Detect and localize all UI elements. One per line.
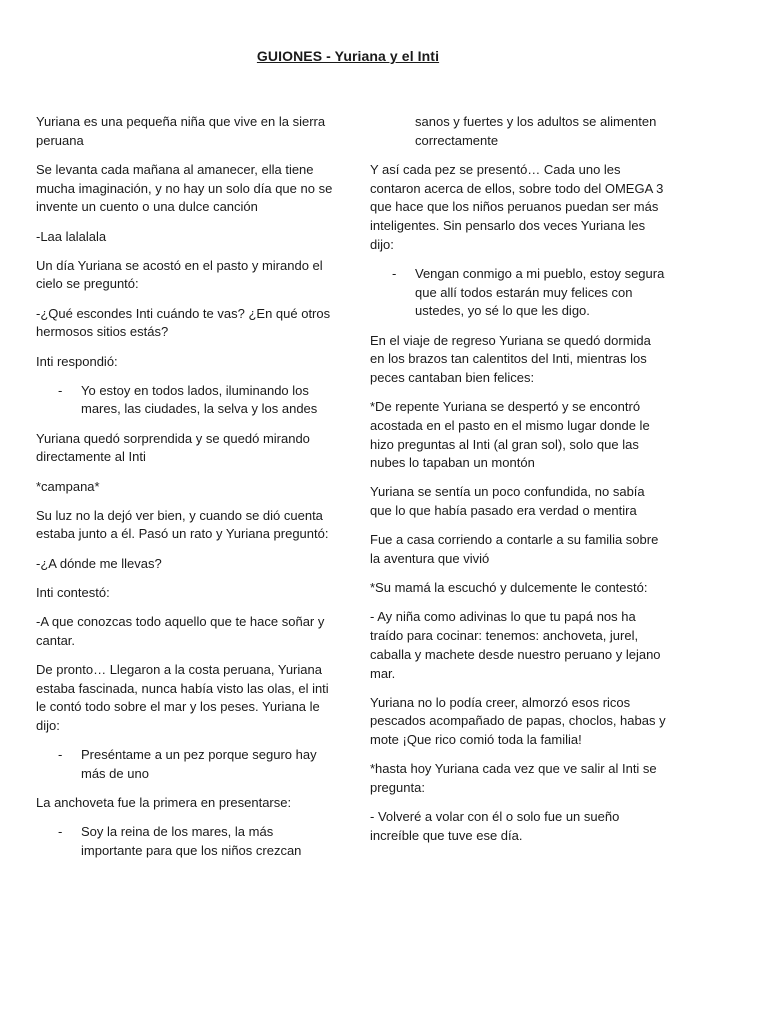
paragraph: Yuriana se sentía un poco confundida, no sabía que lo que había pasado era verdad o mentira xyxy=(370,484,645,519)
paragraph: Y así cada pez se presentó… Cada uno les contaron acerca de ellos, sobre todo del OMEGA 3 que hace que los niños peruanos puedan ser más inteligentes. Sin pensarlo dos veces Yuriana les dijo: xyxy=(370,161,664,252)
paragraph: -¿A dónde me llevas? xyxy=(36,555,162,571)
paragraph: Fue a casa corriendo a contarle a su familia sobre la aventura que vivió xyxy=(370,532,659,567)
paragraph: Yuriana no lo podía creer, almorzó esos ricos pescados acompañado de papas, choclos, habas y mote ¡Que rico comió toda la familia! xyxy=(370,694,666,748)
paragraph: Inti contestó: xyxy=(36,584,110,600)
paragraph: Yuriana es una pequeña niña que vive en la sierra peruana xyxy=(36,114,326,148)
dash-list xyxy=(36,382,334,419)
dash-list-item: - Soy la reina de los mares, la más importante para que los niños crezcan xyxy=(36,823,334,860)
paragraph: Se levanta cada mañana al amanecer, ella tiene mucha imaginación, y no hay un solo día que no se invente un cuento o una dulce canción xyxy=(36,161,333,215)
paragraph: La anchoveta fue la primera en presentarse: xyxy=(36,795,292,811)
paragraph: Inti respondió: xyxy=(36,353,118,369)
left-column xyxy=(36,113,334,871)
paragraph: Su luz no la dejó ver bien, y cuando se dió cuenta estaba junto a él. Pasó un rato y Yuriana preguntó: xyxy=(36,507,329,542)
paragraph: -¿Qué escondes Inti cuándo te vas? ¿En qué otros hermosos sitios estás? xyxy=(36,305,331,340)
paragraph: *hasta hoy Yuriana cada vez que ve salir al Inti se pregunta: xyxy=(370,761,657,796)
list-item-continuation: sanos y fuertes y los adultos se alimenten correctamente xyxy=(415,114,657,148)
paragraph: -Laa lalalala xyxy=(36,228,107,244)
paragraph: *campana* xyxy=(36,478,100,494)
paragraph: - Volveré a volar con él o solo fue un sueño increíble que tuve ese día. xyxy=(370,809,620,843)
document-title: GUIONES - Yuriana y el Inti xyxy=(256,48,440,64)
paragraph: -A que conozcas todo aquello que te hace soñar y cantar. xyxy=(36,614,325,648)
paragraph: - Ay niña como adivinas lo que tu papá nos ha traído para cocinar: tenemos: anchoveta, jurel, caballa y machete desde nuestro peruano y lejano mar. xyxy=(370,609,661,681)
dash-list-item: - Vengan conmigo a mi pueblo, estoy segura que allí todos estarán muy felices con ustedes, yo sé lo que les digo. xyxy=(370,265,668,321)
dash-list xyxy=(370,265,668,321)
right-column xyxy=(370,113,668,856)
dash-list-item: - Yo estoy en todos lados, iluminando los mares, las ciudades, la selva y los andes xyxy=(36,382,334,419)
paragraph: *De repente Yuriana se despertó y se encontró acostada en el pasto en el mismo lugar donde le hizo preguntas al Inti (al gran sol), solo que las nubes lo tapaban un montón xyxy=(370,399,650,471)
paragraph: Un día Yuriana se acostó en el pasto y mirando el cielo se preguntó: xyxy=(36,257,323,292)
paragraph: En el viaje de regreso Yuriana se quedó dormida en los brazos tan calentitos del Inti, mientras los peces cantaban bien felices: xyxy=(370,332,651,385)
paragraph: Yuriana quedó sorprendida y se quedó mirando directamente al Inti xyxy=(36,430,310,465)
dash-list-item: - Preséntame a un pez porque seguro hay más de uno xyxy=(36,746,334,783)
paragraph: De pronto… Llegaron a la costa peruana, Yuriana estaba fascinada, nunca había visto las olas, el inti le contó todo sobre el mar y los peses. Yuriana le dijo: xyxy=(36,661,329,734)
dash-list xyxy=(36,823,334,860)
dash-list xyxy=(36,746,334,783)
paragraph: *Su mamá la escuchó y dulcemente le contestó: xyxy=(370,580,648,596)
